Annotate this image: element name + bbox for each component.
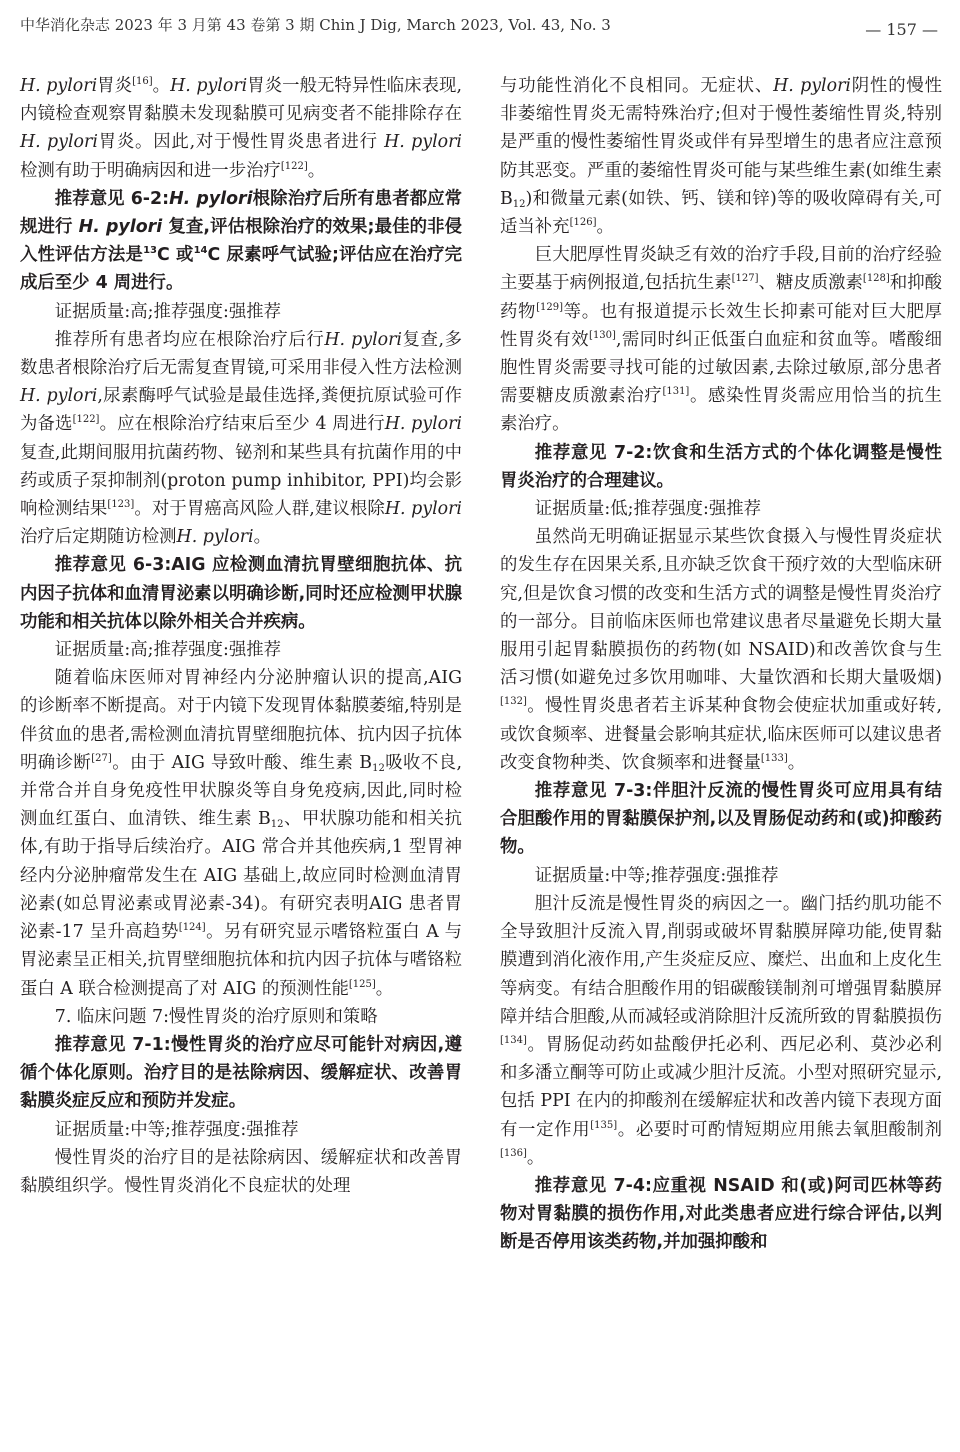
- text-run: 。: [526, 1147, 545, 1168]
- text-run: 随着临床医师对胃神经内分泌肿瘤认识的提高,AIG 的诊断率不断提高。对于内镜下发现胃体黏膜萎缩,特别是伴贫血的患者,需检测血清抗胃壁细胞抗体、抗内因子抗体明确诊断: [20, 668, 462, 773]
- text-run: 推荐意见 7-3:伴胆汁反流的慢性胃炎可应用具有结合胆酸作用的胃黏膜保护剂,以及胃肠促动药和(或)抑酸药物。: [500, 781, 942, 858]
- body-paragraph: [20, 1144, 462, 1200]
- italic-term: H. pylori: [176, 527, 254, 548]
- text-run: 证据质量:中等;推荐强度:强推荐: [534, 865, 779, 886]
- text-run: 推荐意见 7-1:慢性胃炎的治疗应尽可能针对病因,遵循个体化原则。治疗目的是祛除病因、缓解症状、改善胃黏膜炎症反应和预防并发症。: [20, 1034, 462, 1112]
- text-run: 复查,此期间服用抗菌药物、铋剂和某些具有抗菌作用的中药或质子泵抑制剂(proton pump inhibitor, PPI)均会影响检测结果: [20, 442, 462, 520]
- body-paragraph: [20, 326, 462, 552]
- superscript: 13: [143, 245, 157, 257]
- text-run: 胃炎一般无特异性临床表现,内镜检查观察胃黏膜未发现黏膜可见病变者不能排除存在: [20, 76, 462, 125]
- recommendation-paragraph: [20, 1031, 462, 1116]
- running-header: 中华消化杂志 2023 年 3 月第 43 卷第 3 期 Chin J Dig, March 2023, Vol. 43, No. 3: [20, 16, 611, 34]
- text-run: 推荐意见 6-3:AIG 应检测血清抗胃壁细胞抗体、抗内因子抗体和血清胃泌素以明确诊断,同时还应检测甲状腺功能和相关抗体以除外相关合并疾病。: [20, 555, 462, 632]
- body-paragraph: [20, 1003, 462, 1031]
- body-paragraph: [500, 523, 942, 777]
- body-paragraph: [500, 890, 942, 1172]
- body-paragraph: [500, 495, 942, 523]
- text-run: 。慢性胃炎患者若主诉某种食物会使症状加重或好转,或饮食频率、进餐量会影响其症状,临床医师可以建议患者改变食物种类、饮食频率和进餐量: [500, 696, 942, 773]
- text-run: 。另有研究显示嗜铬粒蛋白 A 与胃泌素呈正相关,抗胃壁细胞抗体和抗内因子抗体与嗜铬粒蛋白 A 联合检测提高了对 AIG 的预测性能: [20, 922, 462, 999]
- superscript: [127]: [731, 273, 759, 285]
- text-run: 和抑酸药物: [500, 273, 942, 322]
- superscript: [132]: [500, 696, 527, 708]
- subscript: 12: [512, 198, 526, 210]
- text-run: 治疗后定期随访检测: [20, 527, 177, 548]
- recommendation-paragraph: [500, 1172, 942, 1257]
- text-run: 。对于胃癌高风险人群,建议根除: [134, 499, 385, 520]
- superscript: [131]: [662, 386, 690, 398]
- italic-term: H. pylori: [20, 386, 98, 407]
- body-paragraph: [500, 862, 942, 890]
- superscript: [133]: [760, 752, 788, 764]
- italic-term: H. pylori: [78, 217, 163, 238]
- subscript: 12: [270, 819, 284, 831]
- superscript: [136]: [500, 1147, 527, 1159]
- superscript: [130]: [589, 329, 616, 341]
- page-number: — 157 —: [865, 20, 938, 39]
- text-run: 复查,多数患者根除治疗后无需复查胃镜,可采用非侵入性方法检测: [20, 329, 462, 379]
- text-run: 推荐意见 6-2:: [54, 188, 170, 209]
- text-run: 7. 临床问题 7:慢性胃炎的治疗原则和策略: [54, 1006, 378, 1027]
- italic-term: H. pylori: [169, 188, 253, 209]
- text-run: 虽然尚无明确证据显示某些饮食摄入与慢性胃炎症状的发生存在因果关系,且亦缺乏饮食干预疗效的大型临床研究,但是饮食习惯的改变和生活方式的调整是慢性胃炎治疗的一部分。目前临床医师也常建议患者尽量避免长期大量服用引起胃黏膜损伤的药物(如 NSAID)和改善饮食与生活习惯(如避免过多饮用咖啡、大量饮酒和长期大量吸烟): [500, 527, 942, 689]
- text-run: 胆汁反流是慢性胃炎的病因之一。幽门括约肌功能不全导致胆汁反流入胃,削弱或破坏胃黏膜屏障功能,使胃黏膜遭到消化液作用,产生炎症反应、糜烂、出血和上皮化生等病变。有结合胆酸作用的铝碳酸镁制剂可增强胃黏膜屏障并结合胆酸,从而减轻或消除胆汁反流所致的胃黏膜损伤: [500, 893, 942, 1027]
- superscript: [124]: [178, 922, 206, 934]
- text-run: )和微量元素(如铁、钙、镁和锌)等的吸收障碍有关,可适当补充: [500, 188, 942, 238]
- text-run: 与功能性消化不良相同。无症状、: [500, 76, 774, 96]
- text-run: 慢性胃炎的治疗目的是祛除病因、缓解症状和改善胃黏膜组织学。慢性胃炎消化不良症状的处理: [20, 1147, 462, 1196]
- superscript: [134]: [500, 1034, 527, 1046]
- text-run: 复查,评估根除治疗的效果;最佳的非侵入性评估方法是: [20, 217, 462, 266]
- text-run: 、糖皮质激素: [758, 273, 863, 294]
- text-run: C 尿素呼气试验;评估应在治疗完成后至少 4 周进行。: [20, 245, 462, 294]
- text-run: 。: [787, 752, 806, 773]
- left-column: [20, 72, 462, 1200]
- right-column: [500, 72, 942, 1257]
- subscript: 12: [372, 762, 385, 774]
- italic-term: H. pylori: [773, 76, 851, 96]
- superscript: [123]: [107, 499, 135, 511]
- superscript: [16]: [132, 76, 153, 87]
- text-run: 。: [375, 978, 394, 999]
- superscript: 14: [193, 245, 208, 257]
- italic-term: H. pylori: [170, 76, 248, 96]
- text-run: 巨大肥厚性胃炎缺乏有效的治疗手段,目前的治疗经验主要基于病例报道,包括抗生素: [500, 245, 942, 294]
- text-run: 。由于 AIG 导致叶酸、维生素 B: [111, 752, 373, 773]
- italic-term: H. pylori: [384, 414, 462, 435]
- text-run: 。: [152, 76, 171, 96]
- italic-term: H. pylori: [20, 132, 98, 153]
- text-run: 。: [253, 527, 272, 548]
- body-paragraph: [20, 72, 462, 185]
- body-paragraph: [20, 636, 462, 664]
- italic-term: H. pylori: [324, 329, 402, 350]
- text-run: C 或: [156, 245, 194, 266]
- text-run: 。必要时可酌情短期应用熊去氧胆酸制剂: [617, 1119, 942, 1140]
- text-run: 推荐所有患者均应在根除治疗后行: [54, 329, 325, 350]
- text-run: 推荐意见 7-2:饮食和生活方式的个体化调整是慢性胃炎治疗的合理建议。: [500, 442, 942, 491]
- text-run: 。: [596, 217, 614, 238]
- body-paragraph: [20, 298, 462, 326]
- superscript: [125]: [348, 978, 376, 990]
- text-run: 推荐意见 7-4:应重视 NSAID 和(或)阿司匹林等药物对胃黏膜的损伤作用,对此类患者应进行综合评估,以判断是否停用该类药物,并加强抑酸和: [500, 1175, 942, 1253]
- italic-term: H. pylori: [384, 499, 462, 520]
- superscript: [126]: [569, 217, 597, 229]
- body-paragraph: [500, 72, 942, 241]
- text-run: 证据质量:高;推荐强度:强推荐: [54, 640, 282, 661]
- text-run: 。: [307, 160, 326, 181]
- text-run: 。胃肠促动药如盐酸伊托必利、西尼必利、莫沙必利和多潘立酮等可防止或减少胆汁反流。小型对照研究显示,包括 PPI 在内的抑酸剂在缓解症状和改善内镜下表现方面有一定作用: [500, 1034, 942, 1140]
- text-run: ,尿素酶呼气试验是最佳选择,粪便抗原试验可作为备选: [20, 386, 463, 435]
- superscript: [135]: [590, 1119, 618, 1131]
- text-run: 根除治疗后所有患者都应常规进行: [20, 188, 462, 238]
- recommendation-paragraph: [500, 439, 942, 495]
- recommendation-paragraph: [500, 777, 942, 862]
- recommendation-paragraph: [20, 551, 462, 636]
- italic-term: H. pylori: [384, 132, 462, 153]
- text-run: 、甲状腺功能和相关抗体,有助于指导后续治疗。AIG 常合并其他疾病,1 型胃神经内分泌肿瘤常发生在 AIG 基础上,故应同时检测血清胃泌素(如总胃泌素或胃泌素-34)。有研究表明AIG 患者胃泌素-17 呈升高趋势: [20, 809, 462, 943]
- text-run: 吸收不良,并常合并自身免疫性甲状腺炎等自身免疫病,因此,同时检测血红蛋白、血清铁、维生素 B: [20, 752, 463, 830]
- text-run: 证据质量:中等;推荐强度:强推荐: [54, 1119, 299, 1140]
- text-run: 胃炎。因此,对于慢性胃炎患者进行: [97, 132, 385, 153]
- text-run: ,需同时纠正低蛋白血症和贫血等。嗜酸细胞性胃炎需要寻找可能的过敏因素,去除过敏原,部分患者需要糖皮质激素治疗: [500, 329, 942, 407]
- text-run: 检测有助于明确病因和进一步治疗: [20, 160, 281, 181]
- text-run: 胃炎: [97, 76, 133, 96]
- text-run: 等。也有报道提示长效生长抑素可能对巨大肥厚性胃炎有效: [500, 301, 942, 350]
- text-run: 证据质量:高;推荐强度:强推荐: [54, 301, 282, 322]
- superscript: [27]: [91, 752, 112, 764]
- recommendation-paragraph: [20, 185, 462, 298]
- superscript: [122]: [280, 160, 308, 172]
- text-run: 阴性的慢性非萎缩性胃炎无需特殊治疗;但对于慢性萎缩性胃炎,特别是严重的慢性萎缩性胃炎或伴有异型增生的患者应注意预防其恶变。严重的萎缩性胃炎可能与某些维生素(如维生素 B: [500, 76, 942, 209]
- italic-term: H. pylori: [20, 76, 98, 96]
- superscript: [128]: [862, 273, 890, 285]
- body-paragraph: [20, 664, 462, 1002]
- superscript: [129]: [536, 301, 563, 313]
- body-paragraph: [20, 1116, 462, 1144]
- text-run: 。感染性胃炎需应用恰当的抗生素治疗。: [500, 386, 942, 435]
- text-run: 。应在根除治疗结束后至少 4 周进行: [99, 414, 385, 435]
- body-paragraph: [500, 241, 942, 438]
- superscript: [122]: [72, 414, 100, 426]
- text-run: 证据质量:低;推荐强度:强推荐: [534, 499, 762, 520]
